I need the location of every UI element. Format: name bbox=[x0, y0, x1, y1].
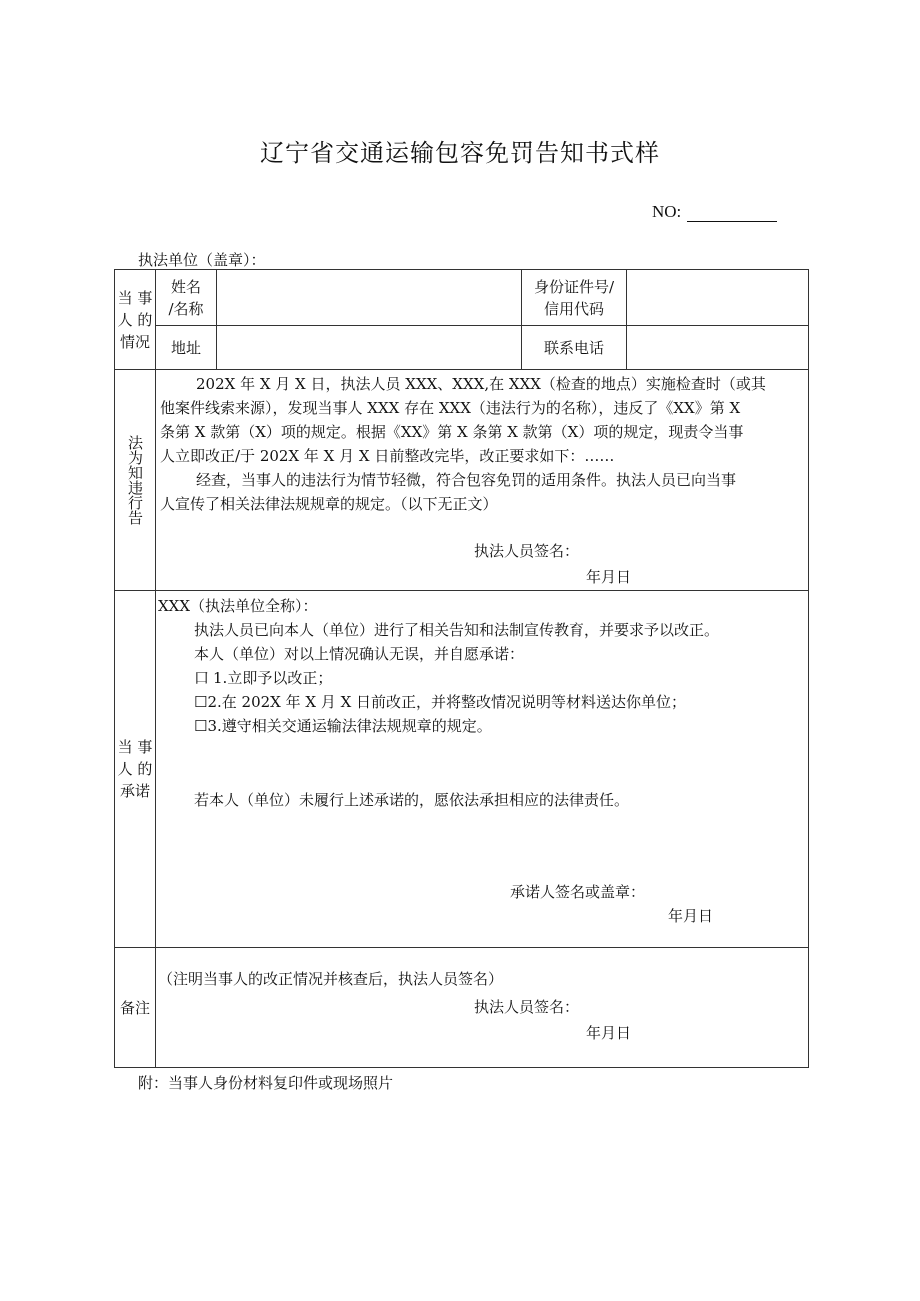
promise-option-text: 3.遵守相关交通运输法律法规规章的规定。 bbox=[207, 717, 492, 735]
promise-option-text: 2.在 202X 年 X 月 X 日前改正，并将整改情况说明等材料送达你单位； bbox=[207, 693, 687, 711]
id-number-label-line: 信用代码 bbox=[543, 299, 604, 318]
id-number-field[interactable] bbox=[627, 270, 809, 326]
promise-line-1: 执法人员已向本人（单位）进行了相关告知和法制宣传教育，并要求予以改正。 bbox=[194, 621, 720, 639]
violation-notice-label-text: 法为知违行告 bbox=[126, 435, 144, 525]
document-number bbox=[652, 202, 777, 222]
notice-para1-line: 他案件线索来源），发现当事人 XXX 存在 XXX（违法行为的名称），违反了《XX》第 X bbox=[160, 399, 741, 417]
remarks-cell bbox=[156, 948, 809, 1068]
promise-addressee: XXX（执法单位全称）： bbox=[158, 597, 318, 615]
id-number-label bbox=[522, 270, 627, 326]
party-promise-cell bbox=[156, 591, 809, 948]
notice-form-table bbox=[114, 269, 809, 1068]
name-field[interactable] bbox=[217, 270, 522, 326]
id-number-label-line: 身份证件号/ bbox=[533, 277, 615, 296]
party-promise-label-line: 当 事 bbox=[117, 738, 153, 756]
promise-liability: 若本人（单位）未履行上述承诺的，愿依法承担相应的法律责任。 bbox=[194, 791, 630, 809]
address-field[interactable] bbox=[217, 326, 522, 370]
address-label: 地址 bbox=[156, 326, 217, 370]
promise-option-3[interactable] bbox=[194, 715, 492, 736]
remarks-note: （注明当事人的改正情况并核查后，执法人员签名） bbox=[158, 970, 504, 988]
party-promise-label-line: 人 的 bbox=[117, 760, 153, 778]
name-label-line: 姓名 bbox=[170, 277, 201, 296]
name-label-line: /名称 bbox=[168, 299, 204, 318]
notice-date: 年月日 bbox=[586, 568, 632, 586]
remarks-date: 年月日 bbox=[586, 1024, 632, 1042]
party-info-label-line: 当 事 bbox=[117, 288, 153, 307]
notice-para1-line: 条第 X 款第（X）项的规定。根据《XX》第 X 条第 X 款第（X）项的规定，现责令当事 bbox=[160, 423, 744, 441]
party-promise-label-line: 承诺 bbox=[119, 782, 150, 800]
notice-para1-line: 202X 年 X 月 X 日，执法人员 XXX、XXX,在 XXX（检查的地点）实施检查时（或其 bbox=[196, 375, 766, 393]
checkbox-icon[interactable]: ☐ bbox=[194, 717, 208, 735]
promise-option-text: 1.立即予以改正； bbox=[213, 669, 333, 687]
document-number-label: NO: bbox=[652, 202, 682, 221]
promise-option-2[interactable] bbox=[194, 691, 686, 712]
notice-officer-signature: 执法人员签名： bbox=[474, 542, 580, 560]
phone-label: 联系电话 bbox=[522, 326, 627, 370]
promise-option-1[interactable] bbox=[194, 667, 332, 688]
promisor-signature: 承诺人签名或盖章： bbox=[510, 883, 646, 901]
promise-date: 年月日 bbox=[668, 907, 714, 925]
checkbox-icon[interactable]: ☐ bbox=[194, 693, 208, 711]
party-promise-label bbox=[115, 591, 156, 948]
attachment-note: 附：当事人身份材料复印件或现场照片 bbox=[138, 1074, 394, 1092]
document-title: 辽宁省交通运输包容免罚告知书式样 bbox=[260, 139, 660, 167]
remarks-label: 备注 bbox=[115, 948, 156, 1068]
notice-para1-line: 人立即改正/于 202X 年 X 月 X 日前整改完毕，改正要求如下：…… bbox=[160, 447, 615, 465]
checkbox-icon[interactable]: 口 bbox=[194, 669, 210, 687]
party-info-label bbox=[115, 270, 156, 370]
violation-notice-label bbox=[115, 370, 156, 591]
phone-field[interactable] bbox=[627, 326, 809, 370]
notice-para2-line: 经查，当事人的违法行为情节轻微，符合包容免罚的适用条件。执法人员已向当事 bbox=[196, 471, 737, 489]
party-info-label-line: 人 的 bbox=[117, 310, 153, 329]
notice-para2-line: 人宣传了相关法律法规规章的规定。（以下无正文） bbox=[160, 495, 498, 513]
violation-notice-cell bbox=[156, 370, 809, 591]
promise-line-2: 本人（单位）对以上情况确认无误，并自愿承诺： bbox=[194, 645, 525, 663]
name-label bbox=[156, 270, 217, 326]
remarks-officer-signature: 执法人员签名： bbox=[474, 998, 580, 1016]
enforcement-unit-label: 执法单位（盖章）： bbox=[138, 251, 266, 269]
document-number-blank[interactable] bbox=[687, 205, 777, 222]
party-info-label-line: 情况 bbox=[119, 332, 150, 351]
